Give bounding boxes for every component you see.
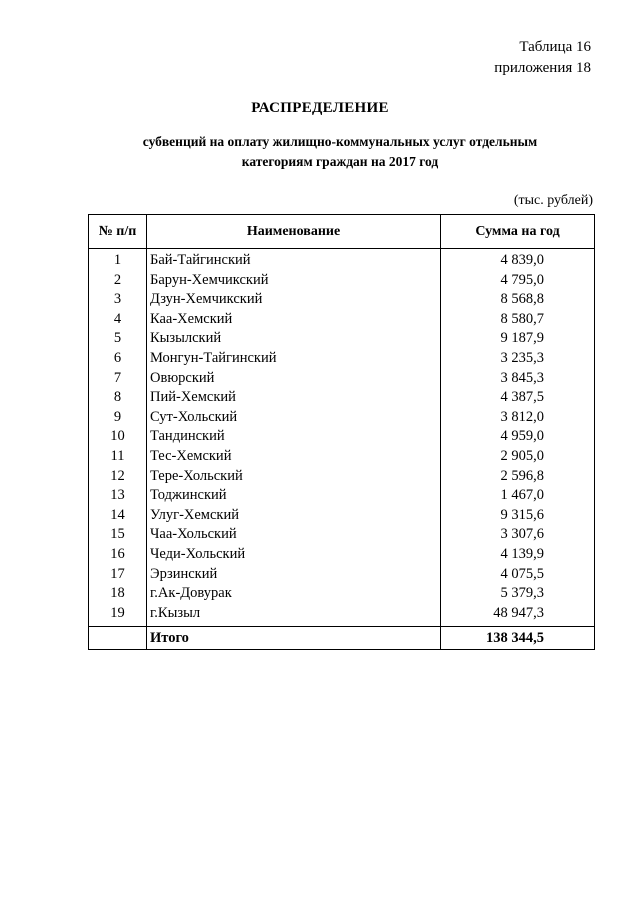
row-sum-cell: 3 307,6 [441, 525, 595, 545]
table-row [89, 604, 595, 627]
table-row [89, 467, 595, 487]
table-row [89, 290, 595, 310]
table-row [89, 249, 595, 271]
row-name-cell: г.Ак-Довурак [147, 584, 441, 604]
row-sum-cell: 2 905,0 [441, 447, 595, 467]
row-number-cell: 14 [89, 506, 147, 526]
row-number-cell: 5 [89, 329, 147, 349]
row-name-cell: Тоджинский [147, 486, 441, 506]
units-note: (тыс. рублей) [513, 193, 593, 208]
row-sum-cell: 48 947,3 [441, 604, 595, 627]
row-sum-cell: 1 467,0 [441, 486, 595, 506]
table-row [89, 427, 595, 447]
row-sum-cell: 8 580,7 [441, 310, 595, 330]
row-name-cell: Каа-Хемский [147, 310, 441, 330]
row-name-cell: Тес-Хемский [147, 447, 441, 467]
row-name-cell: Овюрский [147, 369, 441, 389]
row-number-cell: 13 [89, 486, 147, 506]
table-row [89, 329, 595, 349]
table-row [89, 408, 595, 428]
row-number-cell: 17 [89, 565, 147, 585]
row-name-cell: Улуг-Хемский [147, 506, 441, 526]
row-sum-cell: 9 315,6 [441, 506, 595, 526]
column-header-sum: Сумма на год [441, 215, 595, 249]
row-name-cell: г.Кызыл [147, 604, 441, 627]
row-number-cell: 1 [89, 249, 147, 271]
row-name-cell: Чаа-Хольский [147, 525, 441, 545]
table-row [89, 447, 595, 467]
row-number-cell: 8 [89, 388, 147, 408]
row-number-cell: 4 [89, 310, 147, 330]
row-sum-cell: 4 839,0 [441, 249, 595, 271]
table-row [89, 525, 595, 545]
row-sum-cell: 5 379,3 [441, 584, 595, 604]
table-row [89, 388, 595, 408]
row-sum-cell: 4 075,5 [441, 565, 595, 585]
row-number-cell: 6 [89, 349, 147, 369]
table-header-row [89, 215, 595, 249]
row-number-cell: 7 [89, 369, 147, 389]
total-label: Итого [147, 627, 441, 650]
table-body [89, 249, 595, 650]
table-row [89, 349, 595, 369]
row-number-cell: 15 [89, 525, 147, 545]
row-name-cell: Тере-Хольский [147, 467, 441, 487]
row-sum-cell: 4 139,9 [441, 545, 595, 565]
total-number-cell [89, 627, 147, 650]
row-number-cell: 12 [89, 467, 147, 487]
row-number-cell: 3 [89, 290, 147, 310]
document-subtitle [60, 132, 620, 172]
row-sum-cell: 9 187,9 [441, 329, 595, 349]
document-title: РАСПРЕДЕЛЕНИЕ [251, 100, 389, 116]
row-sum-cell: 4 387,5 [441, 388, 595, 408]
table-row [89, 545, 595, 565]
subtitle-line-1: субвенций на оплату жилищно-коммунальных услуг отдельным [142, 134, 538, 149]
row-name-cell: Монгун-Тайгинский [147, 349, 441, 369]
row-sum-cell: 8 568,8 [441, 290, 595, 310]
appendix-ref-label: приложения 18 [494, 60, 591, 76]
row-sum-cell: 3 812,0 [441, 408, 595, 428]
row-sum-cell: 2 596,8 [441, 467, 595, 487]
row-number-cell: 19 [89, 604, 147, 627]
row-name-cell: Дзун-Хемчикский [147, 290, 441, 310]
row-number-cell: 11 [89, 447, 147, 467]
total-row [89, 627, 595, 650]
row-name-cell: Эрзинский [147, 565, 441, 585]
table-row [89, 310, 595, 330]
row-name-cell: Тандинский [147, 427, 441, 447]
row-name-cell: Чеди-Хольский [147, 545, 441, 565]
table-row [89, 486, 595, 506]
row-name-cell: Сут-Хольский [147, 408, 441, 428]
row-sum-cell: 4 959,0 [441, 427, 595, 447]
table-reference [494, 37, 591, 79]
row-sum-cell: 3 235,3 [441, 349, 595, 369]
table-row [89, 565, 595, 585]
row-name-cell: Бай-Тайгинский [147, 249, 441, 271]
table-row [89, 271, 595, 291]
row-number-cell: 16 [89, 545, 147, 565]
row-name-cell: Барун-Хемчикский [147, 271, 441, 291]
total-sum: 138 344,5 [441, 627, 595, 650]
row-number-cell: 2 [89, 271, 147, 291]
row-sum-cell: 3 845,3 [441, 369, 595, 389]
table-row [89, 584, 595, 604]
subtitle-line-2: категориям граждан на 2017 год [241, 154, 439, 169]
distribution-table [88, 214, 595, 650]
table-ref-label: Таблица 16 [519, 39, 591, 55]
table-row [89, 506, 595, 526]
row-name-cell: Кызылский [147, 329, 441, 349]
row-number-cell: 10 [89, 427, 147, 447]
row-name-cell: Пий-Хемский [147, 388, 441, 408]
table-row [89, 369, 595, 389]
column-header-name: Наименование [147, 215, 441, 249]
column-header-number: № п/п [89, 215, 147, 249]
row-sum-cell: 4 795,0 [441, 271, 595, 291]
row-number-cell: 9 [89, 408, 147, 428]
row-number-cell: 18 [89, 584, 147, 604]
